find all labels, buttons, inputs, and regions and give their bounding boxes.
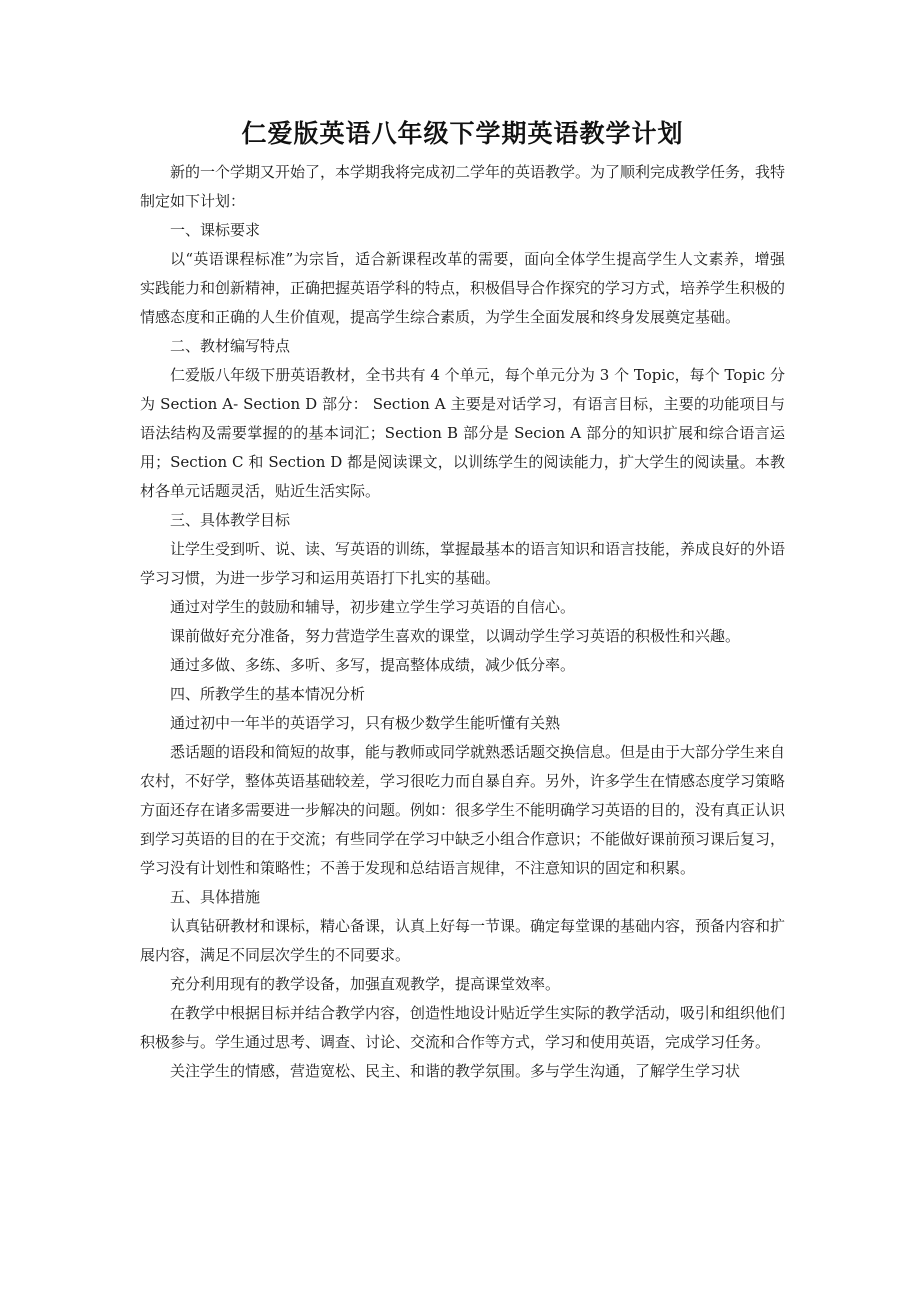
measures-paragraph-3: 在教学中根据目标并结合教学内容，创造性地设计贴近学生实际的教学活动，吸引和组织他们积极参与。学生通过思考、调查、讨论、交流和合作等方式，学习和使用英语，完成学习任务。: [140, 1004, 786, 1051]
textbook-paragraph: 仁爱版八年级下册英语教材，全书共有 4 个单元，每个单元分为 3 个 Topic，每个 Topic 分为 Section A- Section D 部分： Section A 主要是对话学习，有语言目标，主要的功能项目与语法结构及需要掌握的的基本词汇；Section B 部分是 Secion A 部分的知识扩展和综合语言运用；Section C 和 Section D 都是阅读课文，以训练学生的阅读能力，扩大学生的阅读量。本教材各单元话题灵活，贴近生活实际。: [140, 366, 785, 500]
goals-paragraph-2: 通过对学生的鼓励和辅导，初步建立学生学习英语的自信心。: [170, 598, 576, 616]
measures-paragraph-1: 认真钻研教材和课标，精心备课，认真上好每一节课。确定每堂课的基础内容，预备内容和扩展内容，满足不同层次学生的不同要求。: [140, 917, 786, 964]
students-paragraph-2: 悉话题的语段和简短的故事，能与教师或同学就熟悉话题交换信息。但是由于大部分学生来自农村，不好学，整体英语基础较差，学习很吃力而自暴自弃。另外，许多学生在情感态度学习策略方面还存在诸多需要进一步解决的问题。例如：很多学生不能明确学习英语的目的，没有真正认识到学习英语的目的在于交流；有些同学在学习中缺乏小组合作意识；不能做好课前预习课后复习，学习没有计划性和策略性；不善于发现和总结语言规律，不注意知识的固定和积累。: [140, 743, 786, 877]
section-heading-textbook: 二、教材编写特点: [170, 337, 291, 355]
document-title: 仁爱版英语八年级下学期英语教学计划: [241, 119, 684, 148]
intro-paragraph: 新的一个学期又开始了，本学期我将完成初二学年的英语教学。为了顺利完成教学任务，我特制定如下计划：: [140, 163, 786, 210]
measures-paragraph-2: 充分利用现有的教学设备，加强直观教学，提高课堂效率。: [170, 975, 561, 993]
document-page: [140, 112, 785, 1086]
goals-paragraph-4: 通过多做、多练、多听、多写，提高整体成绩，减少低分率。: [170, 656, 576, 674]
section-heading-goals: 三、具体教学目标: [170, 511, 291, 529]
section-heading-curriculum: 一、课标要求: [170, 221, 261, 239]
section-heading-measures: 五、具体措施: [170, 888, 261, 906]
goals-paragraph-3: 课前做好充分准备，努力营造学生喜欢的课堂，以调动学生学习英语的积极性和兴趣。: [170, 627, 741, 645]
goals-paragraph-1: 让学生受到听、说、读、写英语的训练，掌握最基本的语言知识和语言技能，养成良好的外语学习习惯，为进一步学习和运用英语打下扎实的基础。: [140, 540, 786, 587]
students-paragraph-1: 通过初中一年半的英语学习，只有极少数学生能听懂有关熟: [170, 714, 561, 732]
curriculum-paragraph: 以“英语课程标准”为宗旨，适合新课程改革的需要，面向全体学生提高学生人文素养，增强实践能力和创新精神，正确把握英语学科的特点，积极倡导合作探究的学习方式，培养学生积极的情感态度和正确的人生价值观，提高学生综合素质，为学生全面发展和终身发展奠定基础。: [140, 250, 786, 326]
section-heading-students: 四、所教学生的基本情况分析: [170, 685, 366, 703]
measures-paragraph-4: 关注学生的情感，营造宽松、民主、和谐的教学氛围。多与学生沟通，了解学生学习状: [170, 1062, 741, 1080]
